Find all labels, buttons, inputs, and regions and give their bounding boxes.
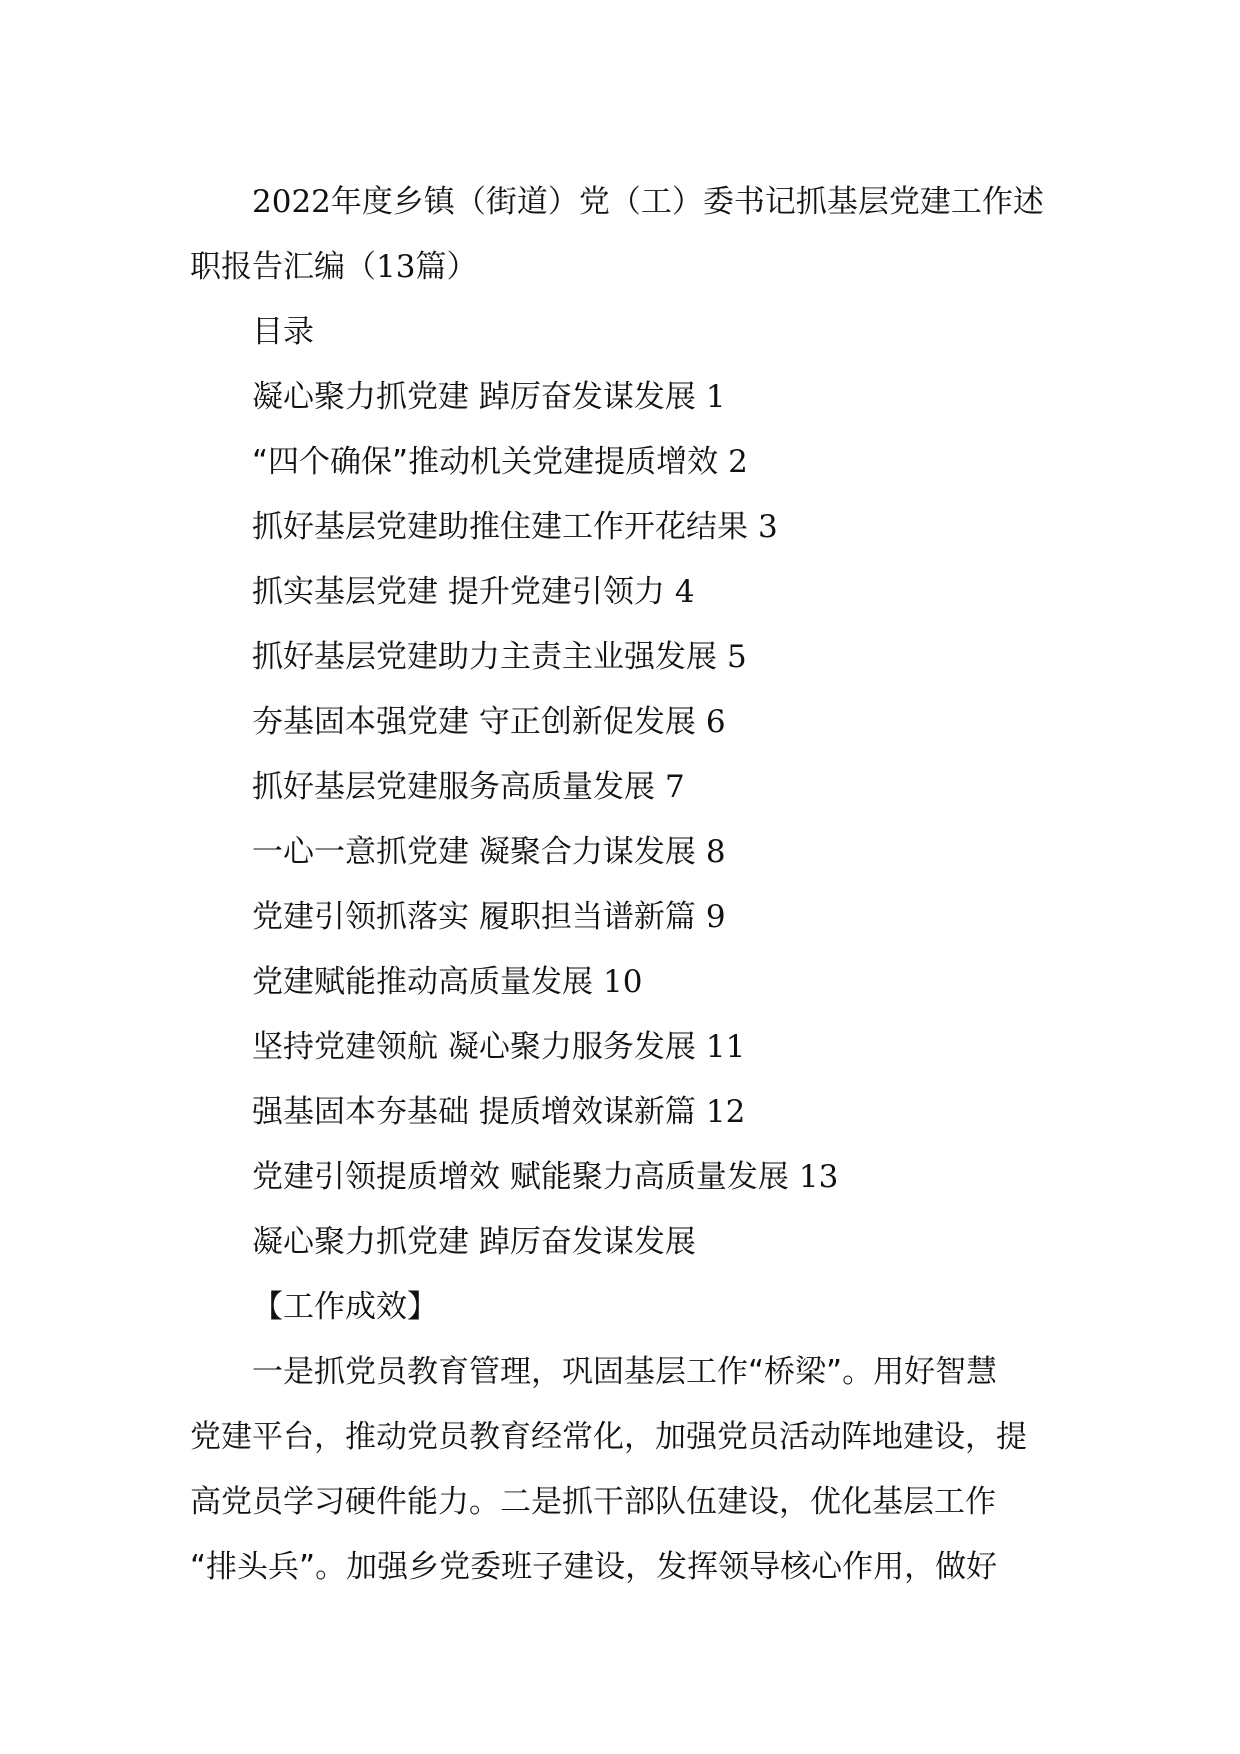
toc-item[interactable] bbox=[190, 885, 1060, 950]
toc-item-title: “四个确保”推动机关党建提质增效 bbox=[252, 444, 719, 480]
toc-item-page: 12 bbox=[705, 1094, 746, 1130]
toc-item-page: 1 bbox=[705, 379, 726, 415]
toc-item-page: 2 bbox=[728, 444, 748, 480]
toc-item-page: 9 bbox=[705, 899, 726, 935]
toc-item-title: 党建引领提质增效 赋能聚力高质量发展 bbox=[252, 1159, 789, 1195]
toc-item-title: 一心一意抓党建 凝聚合力谋发展 bbox=[252, 834, 696, 870]
toc-item[interactable] bbox=[190, 495, 1060, 560]
body-line: “排头兵”。加强乡党委班子建设，发挥领导核心作用，做好 bbox=[190, 1549, 998, 1585]
body-line: 党建平台，推动党员教育经常化，加强党员活动阵地建设，提 bbox=[190, 1419, 1027, 1455]
toc-item-page: 7 bbox=[665, 769, 685, 805]
title-text-2b: 篇） bbox=[415, 249, 478, 285]
toc-item-title: 党建赋能推动高质量发展 bbox=[252, 964, 593, 1000]
toc-item-title: 抓实基层党建 提升党建引领力 bbox=[252, 574, 665, 610]
toc-item-title: 抓好基层党建助力主责主业强发展 bbox=[252, 639, 717, 675]
toc-item-title: 夯基固本强党建 守正创新促发展 bbox=[252, 704, 696, 740]
toc-item-page: 13 bbox=[798, 1159, 839, 1195]
toc-heading: 目录 bbox=[252, 314, 314, 350]
document-page bbox=[190, 170, 1060, 1600]
subsection-heading: 【工作成效】 bbox=[252, 1289, 438, 1325]
toc-item-page: 10 bbox=[603, 964, 643, 1000]
title-text-2a: 职报告汇编（ bbox=[190, 249, 376, 285]
toc-item-title: 强基固本夯基础 提质增效谋新篇 bbox=[252, 1094, 696, 1130]
toc-item-page: 11 bbox=[705, 1029, 746, 1065]
toc-item-page: 4 bbox=[674, 574, 695, 610]
toc-item-page: 5 bbox=[727, 639, 747, 675]
document-title-line-2 bbox=[190, 235, 1060, 300]
toc-item[interactable] bbox=[190, 1080, 1060, 1145]
body-paragraph bbox=[190, 1340, 1060, 1600]
body-line: 高党员学习硬件能力。二是抓干部队伍建设，优化基层工作 bbox=[190, 1484, 996, 1520]
toc-item-title: 凝心聚力抓党建 踔厉奋发谋发展 bbox=[252, 379, 696, 415]
toc-item-title: 坚持党建领航 凝心聚力服务发展 bbox=[252, 1029, 696, 1065]
toc-item[interactable] bbox=[190, 560, 1060, 625]
body-line: 一是抓党员教育管理，巩固基层工作“桥梁”。用好智慧 bbox=[252, 1354, 998, 1390]
toc-item[interactable] bbox=[190, 820, 1060, 885]
toc-item-title: 党建引领抓落实 履职担当谱新篇 bbox=[252, 899, 696, 935]
toc-item[interactable] bbox=[190, 950, 1060, 1015]
title-text-1: 年度乡镇（街道）党（工）委书记抓基层党建工作述 bbox=[330, 184, 1044, 220]
toc-item-page: 6 bbox=[705, 704, 726, 740]
toc-item-title: 抓好基层党建助推住建工作开花结果 bbox=[252, 509, 748, 545]
title-year: 2022 bbox=[252, 184, 331, 220]
toc-item[interactable] bbox=[190, 1015, 1060, 1080]
toc-item[interactable] bbox=[190, 690, 1060, 755]
title-count: 13 bbox=[376, 249, 416, 285]
toc-item[interactable] bbox=[190, 755, 1060, 820]
toc-item-page: 8 bbox=[705, 834, 726, 870]
toc-item[interactable] bbox=[190, 625, 1060, 690]
table-of-contents bbox=[190, 365, 1060, 1210]
toc-item[interactable] bbox=[190, 365, 1060, 430]
toc-item-title: 抓好基层党建服务高质量发展 bbox=[252, 769, 655, 805]
toc-item[interactable] bbox=[190, 1145, 1060, 1210]
document-title-line-1 bbox=[190, 170, 1060, 235]
toc-item-page: 3 bbox=[758, 509, 778, 545]
section-title: 凝心聚力抓党建 踔厉奋发谋发展 bbox=[252, 1224, 696, 1260]
toc-item[interactable] bbox=[190, 430, 1060, 495]
